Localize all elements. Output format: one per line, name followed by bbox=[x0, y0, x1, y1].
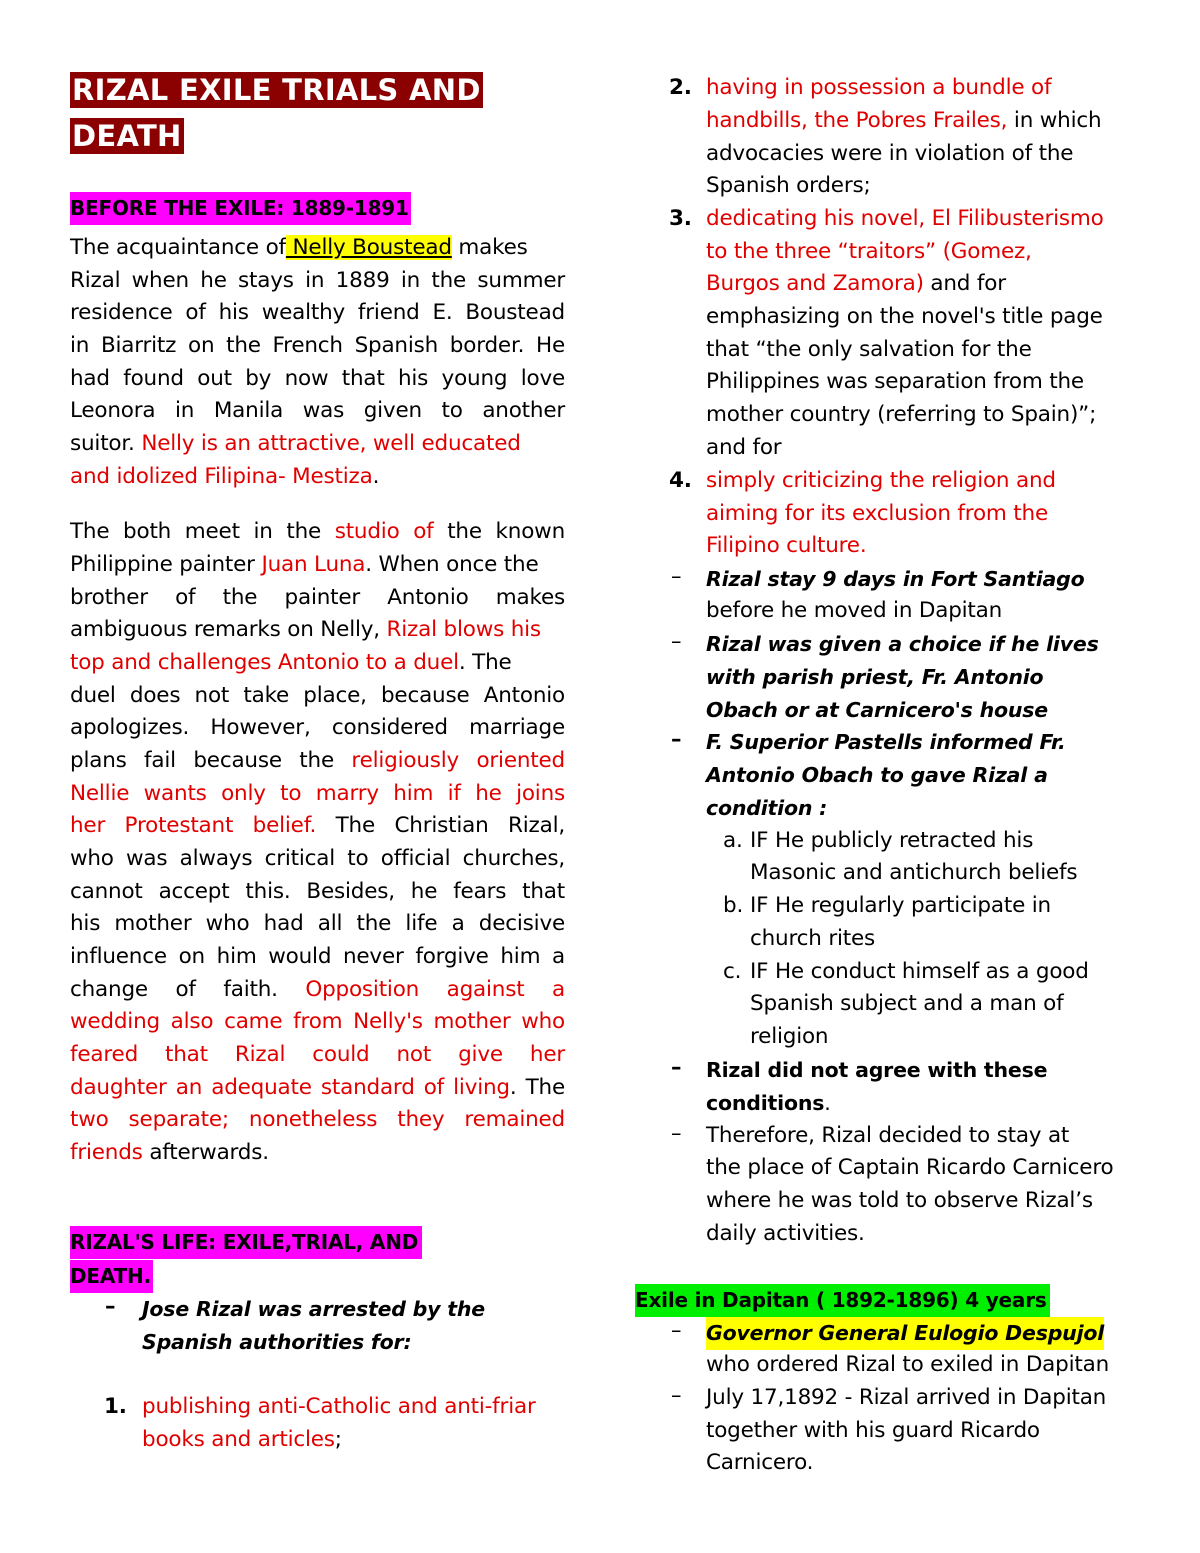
before-exile-heading: BEFORE THE EXILE: 1889-1891 bbox=[70, 192, 411, 225]
list-number-3: 3. bbox=[669, 206, 692, 231]
condition-letter-b: b. bbox=[723, 893, 744, 918]
dash-bullet: – bbox=[671, 1383, 682, 1407]
dash-bullet: – bbox=[105, 1294, 116, 1318]
charge-1-line1: publishing anti-Catholic and anti-friar bbox=[142, 1394, 536, 1419]
dash-bullet: – bbox=[671, 1121, 682, 1145]
dash-bullet: – bbox=[671, 1055, 682, 1079]
document-title-line2: DEATH bbox=[72, 119, 182, 153]
life-section-heading-line1: RIZAL'S LIFE: EXILE,TRIAL, AND bbox=[70, 1226, 422, 1259]
condition-letter-c: c. bbox=[723, 959, 742, 984]
dash-bullet: – bbox=[671, 629, 682, 653]
document-title-line1: RIZAL EXILE TRIALS AND bbox=[72, 73, 481, 107]
dapitan-heading: Exile in Dapitan ( 1892-1896) 4 years bbox=[635, 1284, 1050, 1317]
dash-bullet: – bbox=[671, 727, 682, 751]
list-number-2: 2. bbox=[669, 75, 692, 100]
list-number-1: 1. bbox=[104, 1394, 127, 1419]
life-section-heading-line2: DEATH. bbox=[70, 1260, 153, 1293]
governor-highlight: Governor General Eulogio Despujol bbox=[706, 1317, 1104, 1350]
condition-letter-a: a. bbox=[723, 828, 743, 853]
dash-bullet: – bbox=[671, 564, 682, 588]
list-number-4: 4. bbox=[669, 468, 692, 493]
dash-bullet: – bbox=[671, 1318, 682, 1342]
nelly-boustead-highlight: Nelly Boustead bbox=[285, 235, 452, 260]
